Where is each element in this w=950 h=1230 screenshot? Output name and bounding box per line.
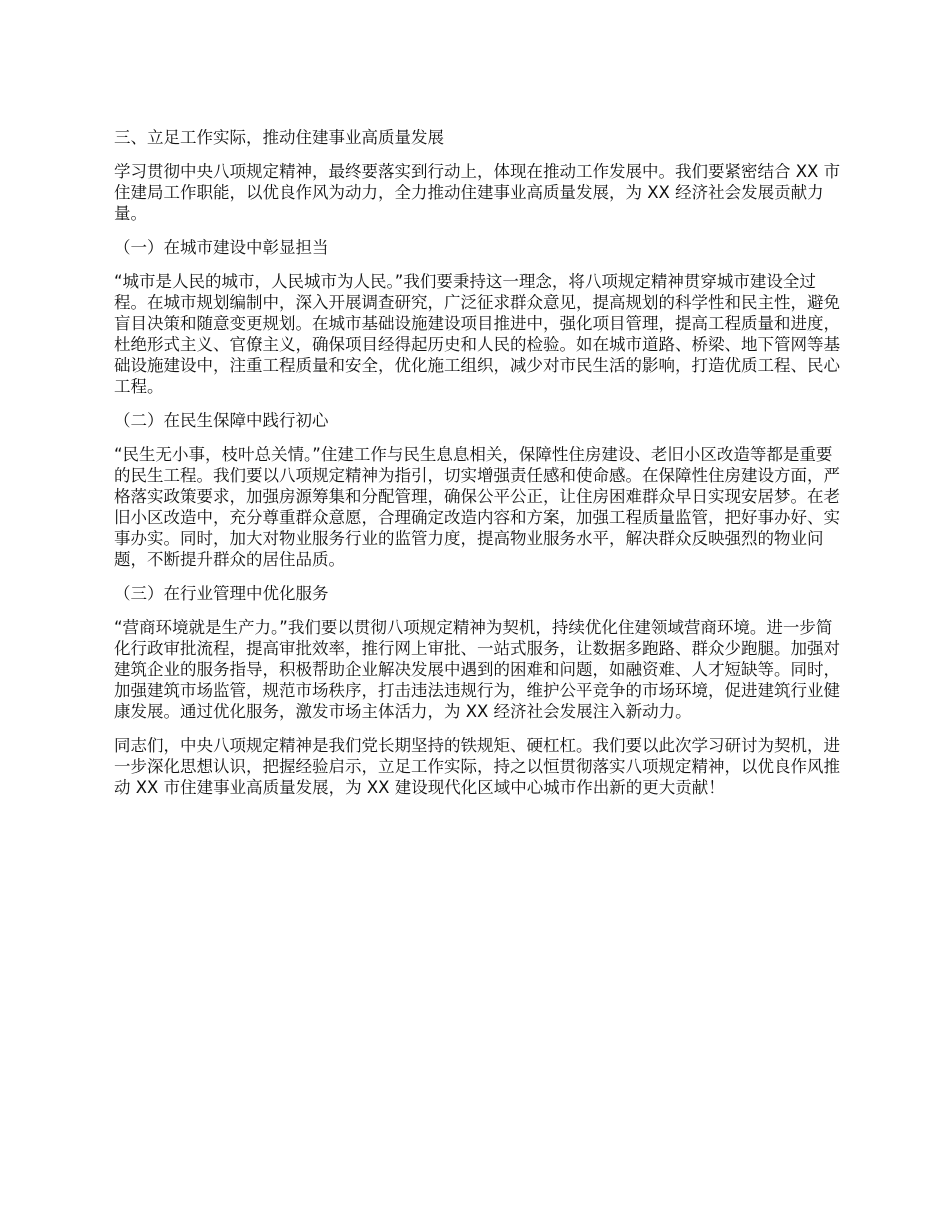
subsection-title-1: （一）在城市建设中彰显担当 (114, 238, 329, 257)
section-title: 三、立足工作实际，推动住建事业高质量发展 (114, 128, 444, 147)
subsection-body-1: “城市是人民的城市，人民城市为人民。”我们要秉持这一理念，将八项规定精神贯穿城市建设全过程。在城市规划编制中，深入开展调查研究，广泛征求群众意见，提高规划的科学性和民主性，避免盲目决策和随意变更规划。在城市基础设施建设项目推进中，强化项目管理，提高工程质量和进度，杜绝形式主义、官僚主义，确保项目经得起历史和人民的检验。如在城市道路、桥梁、地下管网等基础设施建设中，注重工程质量和安全，优化施工组织，减少对市民生活的影响，打造优质工程、民心工程。 (114, 272, 840, 396)
subsection-title-2: （二）在民生保障中践行初心 (114, 411, 329, 430)
document-page (114, 125, 846, 811)
closing-paragraph: 同志们，中央八项规定精神是我们党长期坚持的铁规矩、硬杠杠。我们要以此次学习研讨为契机，进一步深化思想认识，把握经验启示，立足工作实际，持之以恒贯彻落实八项规定精神，以优良作风推动 XX 市住建事业高质量发展，为 XX 建设现代化区域中心城市作出新的更大贡献！ (114, 736, 840, 797)
intro-paragraph: 学习贯彻中央八项规定精神，最终要落实到行动上，体现在推动工作发展中。我们要紧密结合 XX 市住建局工作职能，以优良作风为动力，全力推动住建事业高质量发展，为 XX 经济社会发展贡献力量。 (114, 162, 841, 223)
subsection-body-2: “民生无小事，枝叶总关情。”住建工作与民生息息相关，保障性住房建设、老旧小区改造等都是重要的民生工程。我们要以八项规定精神为指引，切实增强责任感和使命感。在保障性住房建设方面，严格落实政策要求，加强房源筹集和分配管理，确保公平公正，让住房困难群众早日实现安居梦。在老旧小区改造中，充分尊重群众意愿，合理确定改造内容和方案，加强工程质量监管，把好事办好、实事办实。同时，加大对物业服务行业的监管力度，提高物业服务水平，解决群众反映强烈的物业问题，不断提升群众的居住品质。 (114, 445, 840, 569)
subsection-title-3: （三）在行业管理中优化服务 (114, 584, 329, 603)
subsection-body-3: “营商环境就是生产力。”我们要以贯彻八项规定精神为契机，持续优化住建领域营商环境。进一步简化行政审批流程，提高审批效率，推行网上审批、一站式服务，让数据多跑路、群众少跑腿。加强对建筑企业的服务指导，积极帮助企业解决发展中遇到的困难和问题，如融资难、人才短缺等。同时，加强建筑市场监管，规范市场秩序，打击违法违规行为，维护公平竞争的市场环境，促进建筑行业健康发展。通过优化服务，激发市场主体活力，为 XX 经济社会发展注入新动力。 (114, 618, 840, 721)
